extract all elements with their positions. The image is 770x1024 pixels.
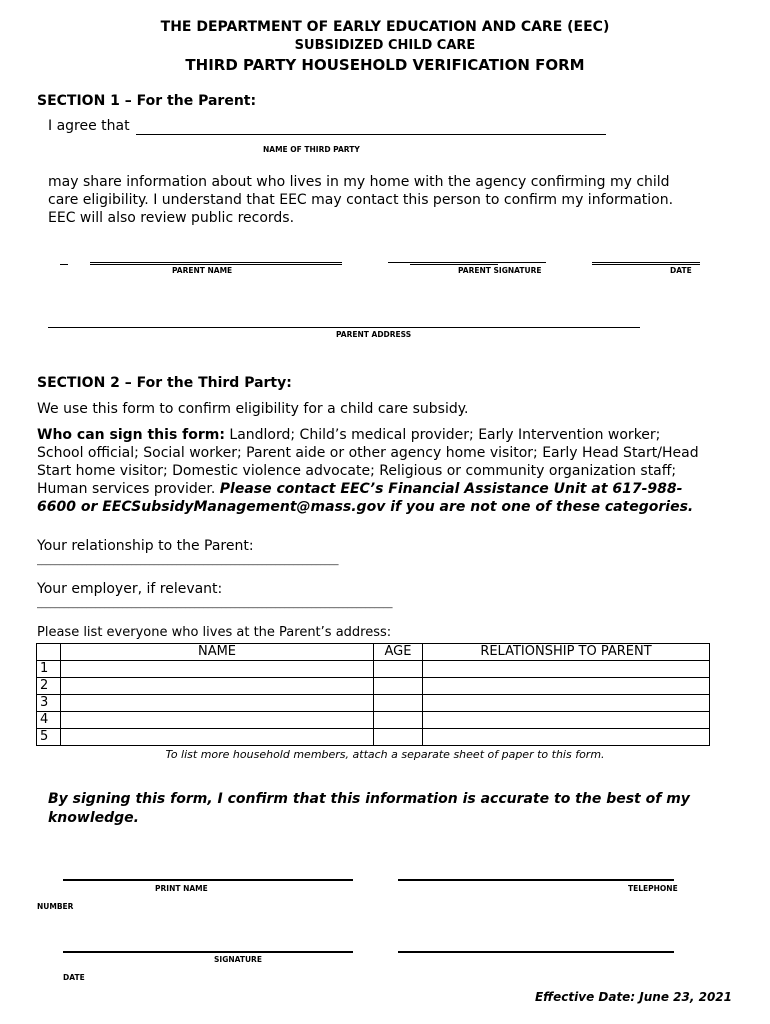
signature-date-label: DATE <box>63 973 85 982</box>
who-can-sign-line4: Human services provider. <box>37 481 220 497</box>
table-row <box>37 712 710 729</box>
print-name-field[interactable] <box>63 879 353 881</box>
name-cell[interactable] <box>61 712 374 729</box>
table-header-name: NAME <box>61 644 374 661</box>
section2-title: SECTION 2 – For the Third Party: <box>37 375 292 391</box>
parent-signature-field-underline <box>410 264 498 265</box>
age-cell[interactable] <box>374 678 423 695</box>
employer-field[interactable]: _______________________________________________________________________________ <box>37 599 393 609</box>
table-row <box>37 729 710 746</box>
row-number: 1 <box>37 661 61 678</box>
employer-label: Your employer, if relevant: <box>37 581 223 597</box>
parent-name-label: PARENT NAME <box>172 266 233 275</box>
agree-prefix: I agree that <box>48 118 130 134</box>
parent-address-label: PARENT ADDRESS <box>336 330 412 339</box>
date-field[interactable] <box>398 951 674 953</box>
section1-paragraph-line3: EEC will also review public records. <box>48 210 295 226</box>
name-cell[interactable] <box>61 695 374 712</box>
age-cell[interactable] <box>374 729 423 746</box>
who-can-sign-line3: Start home visitor; Domestic violence advocate; Religious or community organization staff; <box>37 463 677 479</box>
parent-date-label: DATE <box>670 266 692 275</box>
household-label: Please list everyone who lives at the Parent’s address: <box>37 625 392 640</box>
header-line1: THE DEPARTMENT OF EARLY EDUCATION AND CARE (EEC) <box>160 19 610 35</box>
contact-line2: 6600 or EECSubsidyManagement@mass.gov if you are not one of these categories. <box>37 499 694 515</box>
confirm-line1: By signing this form, I confirm that this information is accurate to the best of my <box>48 791 690 807</box>
age-cell[interactable] <box>374 695 423 712</box>
section1-paragraph <box>48 173 673 227</box>
relationship-cell[interactable] <box>423 729 710 746</box>
relationship-cell[interactable] <box>423 661 710 678</box>
parent-name-field-underline <box>90 264 342 265</box>
age-cell[interactable] <box>374 661 423 678</box>
section1-title: SECTION 1 – For the Parent: <box>37 93 257 109</box>
table-row <box>37 695 710 712</box>
section1-paragraph-line2: care eligibility. I understand that EEC may contact this person to confirm my information. <box>48 192 674 208</box>
age-cell[interactable] <box>374 712 423 729</box>
form-title: THIRD PARTY HOUSEHOLD VERIFICATION FORM <box>185 56 585 74</box>
parent-date-field-underline <box>592 264 700 265</box>
relationship-label: Your relationship to the Parent: <box>37 538 254 554</box>
table-header-age: AGE <box>374 644 423 661</box>
relationship-cell[interactable] <box>423 678 710 695</box>
header-line2: SUBSIDIZED CHILD CARE <box>294 38 476 53</box>
table-header-relationship: RELATIONSHIP TO PARENT <box>423 644 710 661</box>
telephone-field[interactable] <box>398 879 674 881</box>
row-number: 5 <box>37 729 61 746</box>
effective-date: Effective Date: June 23, 2021 <box>534 990 732 1004</box>
confirm-line2: knowledge. <box>48 810 139 826</box>
who-can-sign-line1: Landlord; Child’s medical provider; Early Intervention worker; <box>224 427 661 443</box>
table-note: To list more household members, attach a separate sheet of paper to this form. <box>165 748 605 761</box>
name-cell[interactable] <box>61 729 374 746</box>
row-number: 2 <box>37 678 61 695</box>
section2-intro: We use this form to confirm eligibility for a child care subsidy. <box>37 401 469 417</box>
table-header-index <box>37 644 61 661</box>
who-can-sign-heading: Who can sign this form: <box>37 427 225 443</box>
signature-label: SIGNATURE <box>214 955 262 964</box>
name-cell[interactable] <box>61 661 374 678</box>
who-can-sign-line2: School official; Social worker; Parent aide or other agency home visitor; Early Head Start/Head <box>37 445 699 461</box>
name-cell[interactable] <box>61 678 374 695</box>
household-table <box>36 643 710 746</box>
parent-name-field[interactable] <box>90 262 342 263</box>
print-name-label: PRINT NAME <box>155 884 208 893</box>
contact-line1: Please contact EEC’s Financial Assistance Unit at 617-988- <box>219 481 683 497</box>
row-number: 4 <box>37 712 61 729</box>
table-header-row <box>37 644 710 661</box>
relationship-cell[interactable] <box>423 712 710 729</box>
telephone-number-label: NUMBER <box>37 902 74 911</box>
parent-signature-field[interactable] <box>388 262 546 263</box>
relationship-field[interactable]: ___________________________________________________________________ <box>37 556 339 566</box>
row-number: 3 <box>37 695 61 712</box>
table-row <box>37 661 710 678</box>
table-row <box>37 678 710 695</box>
confirm-statement <box>48 790 690 828</box>
parent-name-field-stub <box>60 264 68 265</box>
who-can-sign-paragraph <box>37 426 737 516</box>
parent-date-field[interactable] <box>592 262 700 263</box>
third-party-name-field[interactable] <box>136 134 606 135</box>
telephone-label: TELEPHONE <box>628 884 678 893</box>
parent-address-field[interactable] <box>48 327 640 328</box>
signature-field[interactable] <box>63 951 353 953</box>
section1-paragraph-line1: may share information about who lives in my home with the agency confirming my child <box>48 174 670 190</box>
relationship-cell[interactable] <box>423 695 710 712</box>
third-party-name-label: NAME OF THIRD PARTY <box>263 145 360 154</box>
parent-signature-label: PARENT SIGNATURE <box>458 266 542 275</box>
